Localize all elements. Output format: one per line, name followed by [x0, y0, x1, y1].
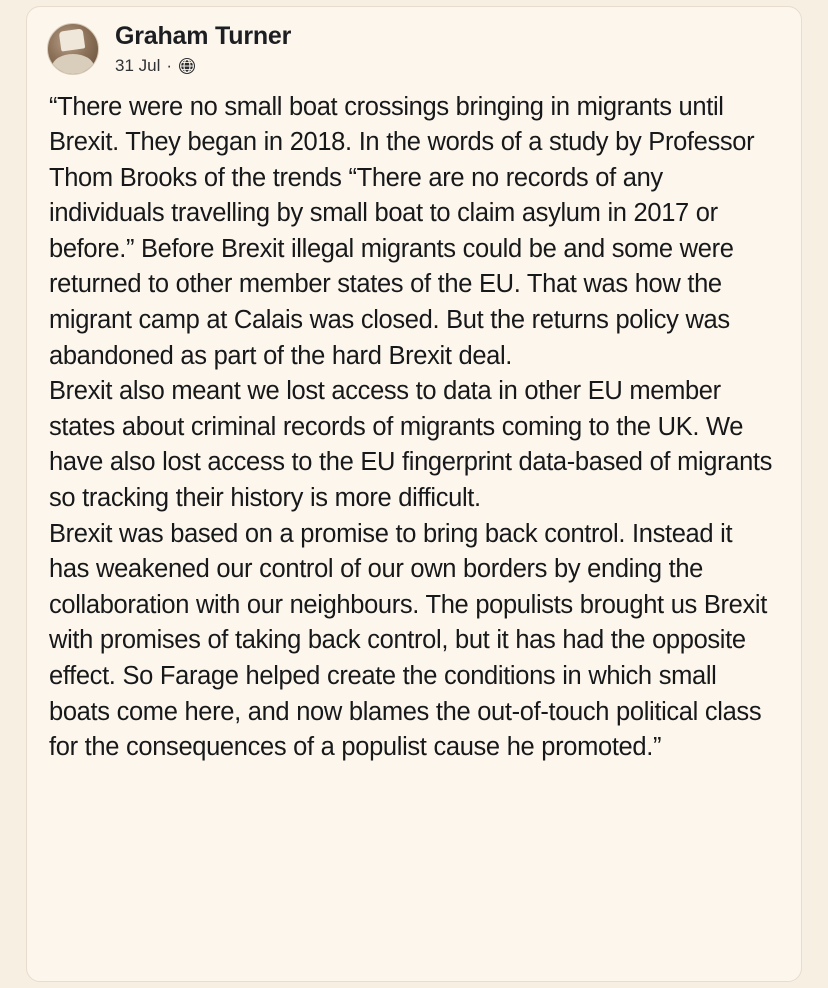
post-paragraph-2: Brexit also meant we lost access to data in other EU member states about criminal records of migrants coming to the UK. We have also lost access to the EU fingerprint data-based of migrants so tracking their history is more difficult.: [49, 377, 773, 513]
post-header: [27, 7, 801, 76]
avatar[interactable]: [47, 23, 99, 75]
meta-separator: ·: [166, 55, 173, 75]
post-body: [27, 76, 801, 776]
post-date[interactable]: 31 Jul: [115, 55, 161, 75]
post-header-text: [115, 23, 291, 76]
post-meta: [115, 56, 291, 76]
post-paragraph-1: “There were no small boat crossings bringing in migrants until Brexit. They began in 2018. In the words of a study by Professor Thom Brooks of the trends “There are no records of any individuals travelling by small boat to claim asylum in 2017 or before.” Before Brexit illegal migrants could be and some were returned to other member states of the EU. That was how the migrant camp at Calais was closed. But the returns policy was abandoned as part of the hard Brexit deal.: [49, 92, 755, 370]
post-card: [26, 6, 802, 982]
post-paragraph-3: Brexit was based on a promise to bring back control. Instead it has weakened our control of our own borders by ending the collaboration with our neighbours. The populists brought us Brexit with promises of taking back control, but it has had the opposite effect. So Farage helped create the conditions in which small boats come here, and now blames the out-of-touch political class for the consequences of a populist cause he promoted.”: [49, 519, 767, 762]
globe-icon[interactable]: [178, 57, 196, 75]
author-name[interactable]: Graham Turner: [115, 22, 292, 50]
